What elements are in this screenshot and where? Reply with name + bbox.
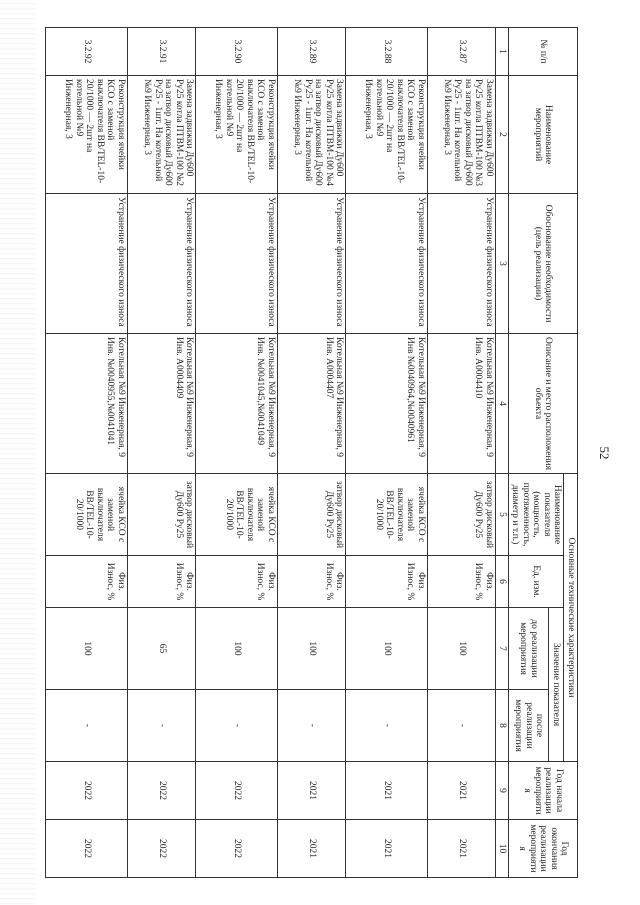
table-row xyxy=(277,28,345,878)
row-unit: Физ. Износ, % xyxy=(427,556,495,608)
measures-table xyxy=(46,27,579,878)
row-before: 100 xyxy=(427,608,495,690)
header-value-group: Значение показателя xyxy=(548,608,564,762)
row-name: Замена задвижки Ду600 Ру25 котла ПТВМ-100 №3 на затвор дисковый Ду600 Ру25 - 1шт. На котельной №9 Инженерная, 3 xyxy=(427,76,495,194)
row-after: - xyxy=(196,690,277,762)
row-name: Реконструкция ячейки КСО с заменой выключателя ВВ/TEL-10-20/1000 — 2шт на котельной №9 Инженерная, 3 xyxy=(196,76,277,194)
col-index: 8 xyxy=(496,690,509,762)
col-index: 4 xyxy=(496,334,509,474)
row-reason: Устранение физического износа xyxy=(277,194,345,334)
row-param: затвор дисковый Ду600 Ру25 xyxy=(427,474,495,556)
table-row xyxy=(427,28,495,878)
row-start-year: 2021 xyxy=(277,762,345,820)
header-before: до реализации мероприятия xyxy=(509,608,549,690)
header-param: Наименование показателя (мощность, протяженность, диаметр и т.п.) xyxy=(509,474,565,556)
col-index: 7 xyxy=(496,608,509,690)
row-start-year: 2022 xyxy=(127,762,195,820)
row-end-year: 2021 xyxy=(427,820,495,878)
header-end-year: Год окончания реализации мероприятия xyxy=(509,820,578,878)
row-end-year: 2022 xyxy=(127,820,195,878)
row-reason: Устранение физического износа xyxy=(427,194,495,334)
row-id: 3.2.92 xyxy=(46,28,127,76)
table-row xyxy=(346,28,427,878)
row-start-year: 2022 xyxy=(196,762,277,820)
row-id: 3.2.89 xyxy=(277,28,345,76)
row-start-year: 2022 xyxy=(46,762,127,820)
row-unit: Физ. Износ, % xyxy=(46,556,127,608)
row-end-year: 2021 xyxy=(346,820,427,878)
row-unit: Физ. Износ, % xyxy=(346,556,427,608)
row-unit: Физ. Износ, % xyxy=(196,556,277,608)
col-index: 5 xyxy=(496,474,509,556)
row-id: 3.2.90 xyxy=(196,28,277,76)
row-after: - xyxy=(346,690,427,762)
row-after: - xyxy=(427,690,495,762)
header-number: № п/п xyxy=(509,28,578,76)
row-location: Котельная №9 Инженерная, 9 Инв. №0041045,№0041049 xyxy=(196,334,277,474)
row-before: 100 xyxy=(346,608,427,690)
header-after: после реализации мероприятия xyxy=(509,690,549,762)
table-row xyxy=(127,28,195,878)
row-end-year: 2021 xyxy=(277,820,345,878)
row-before: 65 xyxy=(127,608,195,690)
row-reason: Устранение физического износа xyxy=(196,194,277,334)
row-param: затвор дисковый Ду600 Ру25 xyxy=(127,474,195,556)
row-name: Реконструкция ячейки КСО с заменой выключателя ВВ/TEL-10-20/1000 — 2шт на котельной №9 Инженерная, 3 xyxy=(346,76,427,194)
row-name: Реконструкция ячейки КСО с заменой выключателя ВВ/TEL-10-20/1000 — 2шт на котельной №9 Инженерная, 3 xyxy=(46,76,127,194)
col-index: 6 xyxy=(496,556,509,608)
row-reason: Устранение физического износа xyxy=(46,194,127,334)
scan-edge-noise xyxy=(0,0,36,905)
page-number: 52 xyxy=(597,446,612,460)
row-param: затвор дисковый Ду600 Ру25 xyxy=(277,474,345,556)
table-row xyxy=(46,28,127,878)
row-location: Котельная №9 Инженерная, 9 Инв. №0040955,№0041041 xyxy=(46,334,127,474)
header-unit: Ед. изм. xyxy=(509,556,565,608)
header-location: Описание и место расположения объекта xyxy=(509,334,578,474)
header-name: Наименование мероприятий xyxy=(509,76,578,194)
col-index: 2 xyxy=(496,76,509,194)
row-location: Котельная №9 Инженерная, 9 Инв №0040964,№0040961 xyxy=(346,334,427,474)
row-id: 3.2.87 xyxy=(427,28,495,76)
header-tech-group: Основные технические характеристики xyxy=(564,474,578,762)
col-index: 10 xyxy=(496,820,509,878)
row-start-year: 2021 xyxy=(427,762,495,820)
row-start-year: 2021 xyxy=(346,762,427,820)
row-after: - xyxy=(46,690,127,762)
row-after: - xyxy=(277,690,345,762)
row-unit: Физ. Износ, % xyxy=(277,556,345,608)
row-reason: Устранение физического износа xyxy=(127,194,195,334)
row-before: 100 xyxy=(46,608,127,690)
table-row xyxy=(196,28,277,878)
col-index: 1 xyxy=(496,28,509,76)
header-reason: Обоснование необходимости (цель реализации) xyxy=(509,194,578,334)
row-name: Замена задвижки Ду600 Ру25 котла ПТВМ-100 №4 на затвор дисковый Ду600 Ру25 - 1шт. На котельной №9 Инженерная, 3 xyxy=(277,76,345,194)
col-index: 3 xyxy=(496,194,509,334)
row-name: Замена задвижки Ду600 Ру25 котла ПТВМ-100 №2 на затвор дисковый Ду600 Ру25 - 1шт. На котельной №9 Инженерная, 3 xyxy=(127,76,195,194)
row-end-year: 2022 xyxy=(196,820,277,878)
row-after: - xyxy=(127,690,195,762)
col-index: 9 xyxy=(496,762,509,820)
row-id: 3.2.91 xyxy=(127,28,195,76)
row-location: Котельная №9 Инженерная, 9 Инв. А0004410 xyxy=(427,334,495,474)
row-end-year: 2022 xyxy=(46,820,127,878)
row-location: Котельная №9 Инженерная, 9 Инв. А0004409 xyxy=(127,334,195,474)
rotated-table-container xyxy=(53,27,578,877)
row-unit: Физ. Износ, % xyxy=(127,556,195,608)
row-param: ячейка КСО с заменой выключателя ВВ/TEL-10-20/1000 xyxy=(46,474,127,556)
row-before: 100 xyxy=(277,608,345,690)
header-start-year: Год начала реализации мероприятия xyxy=(509,762,578,820)
row-before: 100 xyxy=(196,608,277,690)
row-id: 3.2.88 xyxy=(346,28,427,76)
row-reason: Устранение физического износа xyxy=(346,194,427,334)
row-param: ячейка КСО с заменой выключателя ВВ/TEL-10-20/1000 xyxy=(346,474,427,556)
row-location: Котельная №9 Инженерная, 9 Инв. А0004407 xyxy=(277,334,345,474)
row-param: ячейка КСО с заменой выключателя ВВ/TEL-10-20/1000 xyxy=(196,474,277,556)
